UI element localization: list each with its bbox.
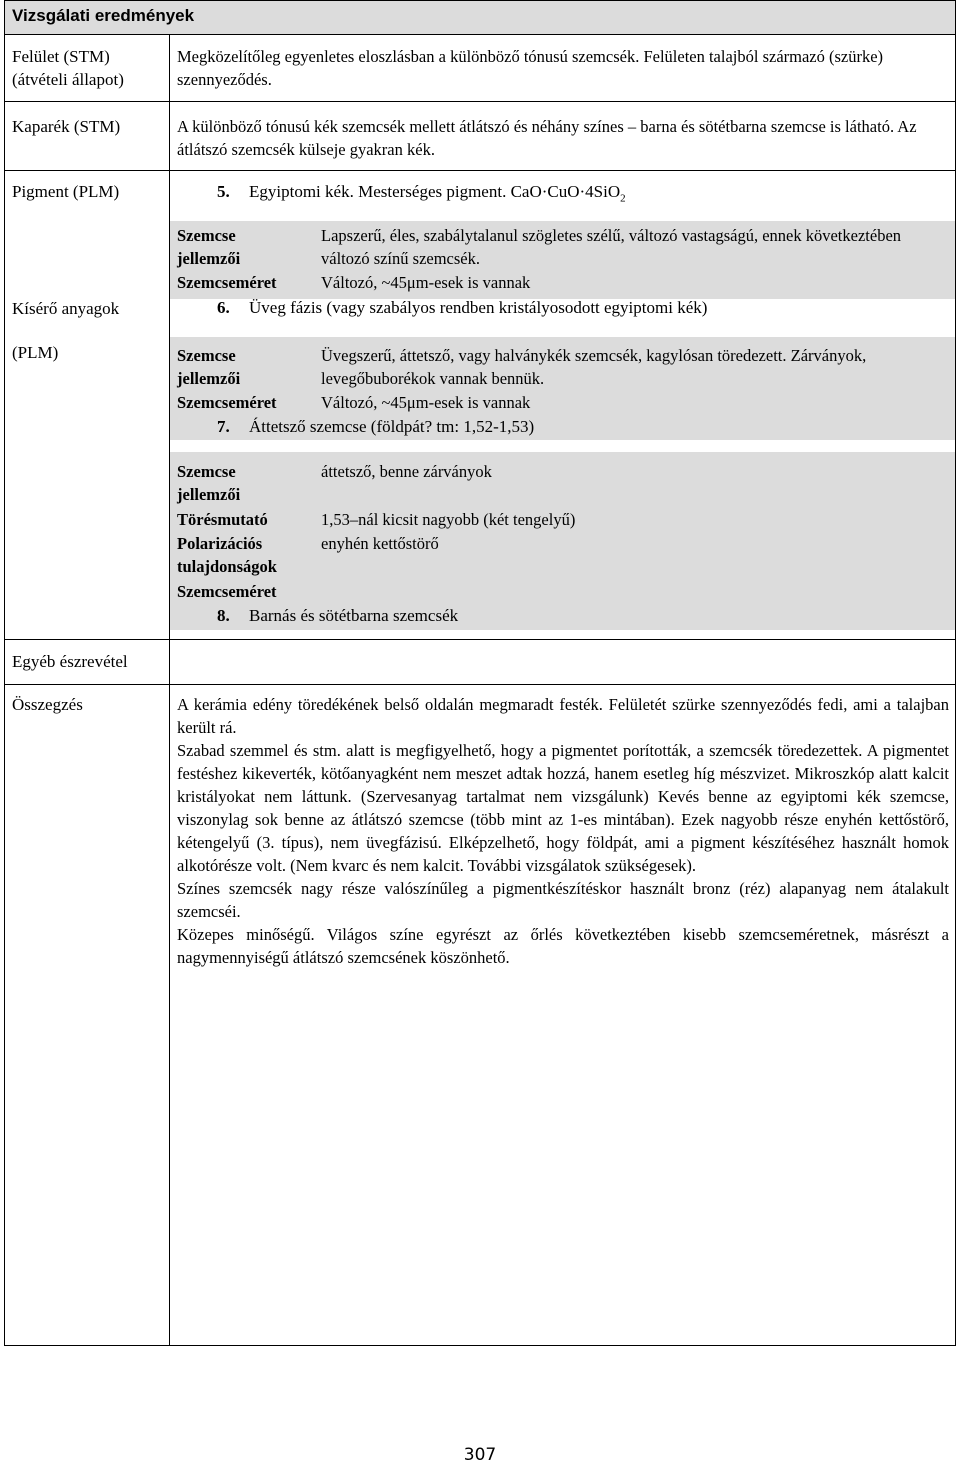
item-number: 7.: [217, 417, 230, 436]
prop-value: 1,53–nál kicsit nagyobb (két tengelyű): [321, 510, 576, 529]
row-divider: [4, 684, 956, 685]
label-kisero: Kísérő anyagok: [12, 299, 120, 318]
label-egyeb: Egyéb észrevétel: [12, 652, 128, 671]
label-osszegzes: Összegzés: [12, 695, 83, 714]
summary-paragraph: Színes szemcsék nagy része valószínűleg a pigmentkészítéskor használt bronz (réz) alapanyag nem átalakult szemcséi.: [177, 879, 949, 921]
prop-key: Szemcse jellemzői: [177, 346, 241, 388]
pigment-title-text: Egyiptomi kék. Mesterséges pigment. CaO·CuO·4SiO: [249, 182, 621, 201]
prop-value: Lapszerű, éles, szabálytalanul szögletes szélű, változó vastagságú, ennek következtében változó színű szemcsék.: [321, 226, 902, 268]
page-number: 307: [463, 1445, 497, 1465]
prop-value: Változó, ~45μm-esek is vannak: [321, 393, 531, 412]
prop-value: enyhén kettőstörő: [321, 534, 439, 553]
prop-key: Szemcse jellemzői: [177, 226, 241, 268]
row-divider: [4, 34, 956, 35]
prop-key: Szemcseméret: [177, 393, 277, 412]
pigment-number: 5.: [217, 182, 230, 201]
summary-paragraph: A kerámia edény töredékének belső oldalán megmaradt festék. Felületét szürke szennyeződés fedi, ami a talajban került rá.: [177, 695, 949, 737]
prop-key: Polarizációs tulajdonságok: [177, 534, 277, 576]
prop-key: Törésmutató: [177, 510, 268, 529]
prop-key: Szemcseméret: [177, 582, 277, 601]
item-title: Üveg fázis (vagy szabályos rendben kristályosodott egyiptomi kék): [249, 298, 708, 317]
label-kisero-plm: (PLM): [12, 343, 59, 362]
row-divider: [4, 639, 956, 640]
item-number: 6.: [217, 298, 230, 317]
row-divider: [4, 170, 956, 171]
item-number: 8.: [217, 606, 230, 625]
felulet-text: Megközelítőleg egyenletes eloszlásban a különböző tónusú szemcsék. Felületen talajból származó (szürke) szennyeződés.: [177, 47, 884, 89]
label-kaparek: Kaparék (STM): [12, 117, 121, 136]
prop-key: Szemcseméret: [177, 273, 277, 292]
item-title: Barnás és sötétbarna szemcsék: [249, 606, 459, 625]
label-pigment: Pigment (PLM): [12, 182, 120, 201]
pigment-title: [249, 180, 626, 210]
summary-paragraph: Közepes minőségű. Világos színe egyrészt az őrlés következtében kisebb szemcseméretnek, másrészt a nagymennyiségű átlátszó szemcsének köszönhető.: [177, 925, 949, 967]
item-title: Áttetsző szemcse (földpát? tm: 1,52-1,53): [249, 417, 535, 436]
kaparek-text: A különböző tónusú kék szemcsék mellett átlátszó és néhány színes – barna és sötétbarna szemcse is látható. Az átlátszó szemcsék külseje gyakran kék.: [177, 117, 917, 159]
summary-text: [177, 693, 949, 969]
prop-value: Üvegszerű, áttetsző, vagy halványkék szemcsék, kagylósan töredezett. Zárványok, levegőbuborékok vannak bennük.: [321, 346, 867, 388]
page-title: Vizsgálati eredmények: [12, 6, 195, 25]
row-divider: [4, 101, 956, 102]
prop-value: Változó, ~45μm-esek is vannak: [321, 273, 531, 292]
prop-key: Szemcse jellemzői: [177, 462, 241, 504]
prop-value: áttetsző, benne zárványok: [321, 462, 492, 481]
pigment-subscript: 2: [620, 192, 626, 205]
summary-paragraph: Szabad szemmel és stm. alatt is megfigyelhető, hogy a pigmentet porították, a szemcsék töredezettek. A pigmentet festéshez kikeverték, kötőanyagként nem meszet adtak hozzá, hanem esetleg híg mészvizet. Mikroszkóp alatt kalcit kristályokat nem láttunk. (Szervesanyag tartalmat nem vizsgálunk) Kevés benne az egyiptomi kék szemcse, viszonylag sok benne az átlátszó szemcse (több mint az 1-es mintában). Ezek nagyobb része enyhén kettőstörő, kétengelyű (3. típus), nem üvegfázisú. Elképzelhető, hogy földpát, ami a pigment készítéséhez használt homok alkotórésze volt. (Nem kvarc és nem kalcit. További vizsgálatok szükségesek).: [177, 741, 949, 875]
label-felulet: Felület (STM) (átvételi állapot): [12, 47, 124, 89]
